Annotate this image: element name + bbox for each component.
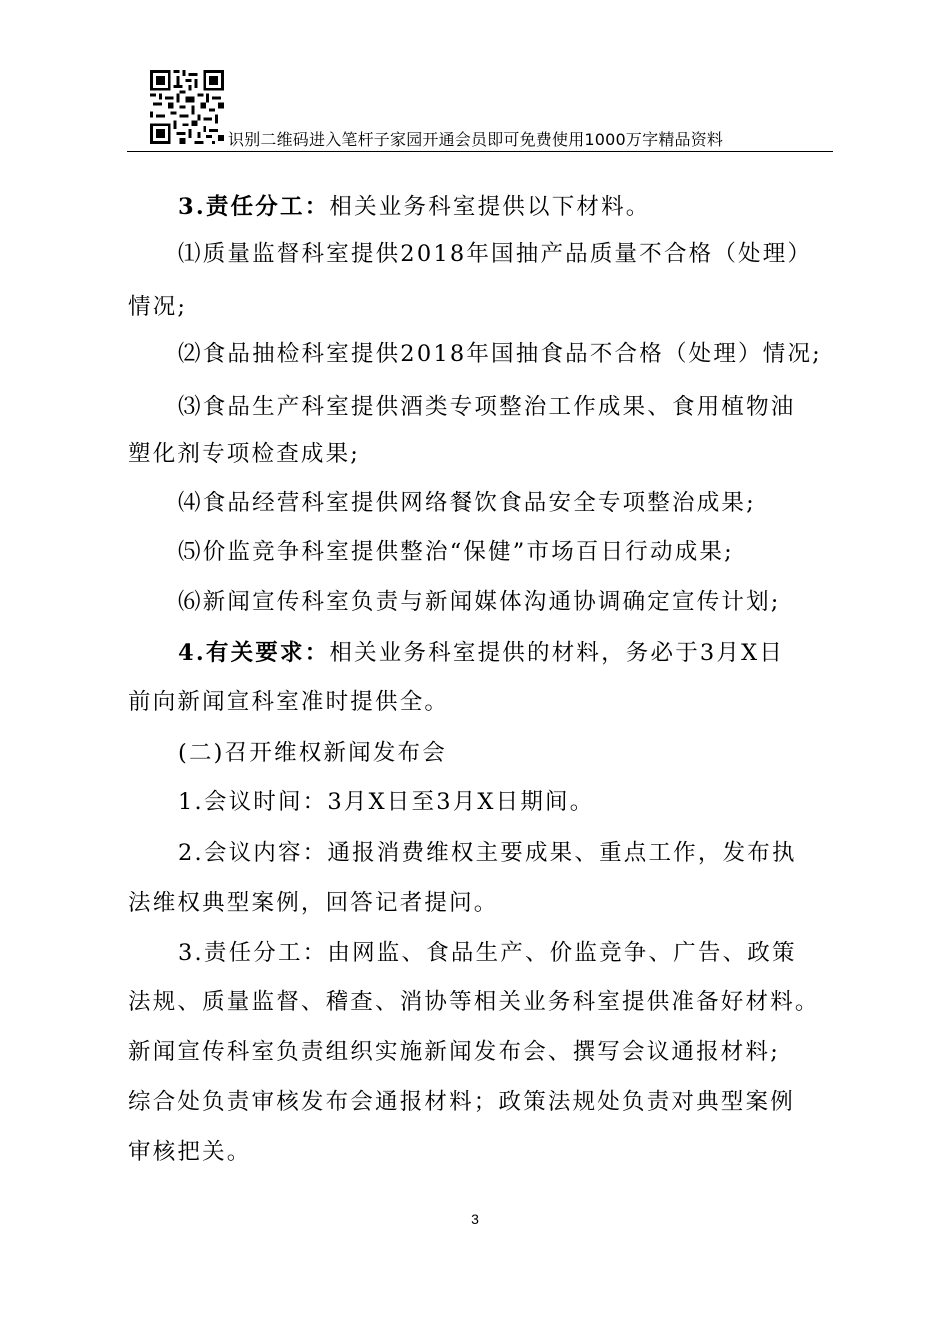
qr-code-icon	[150, 70, 224, 144]
heading-responsibility: 3.责任分工：	[178, 194, 330, 220]
list-item-2: ⑵食品抽检科室提供2018年国抽食品不合格（处理）情况;	[178, 341, 822, 367]
paragraph-responsibility	[178, 192, 651, 222]
paragraph-requirements-cont: 前向新闻宣科室准时提供全。	[128, 689, 450, 715]
header-divider	[127, 151, 833, 152]
meeting-time: 1.会议时间：3月X日至3月X日期间。	[178, 789, 595, 815]
section-heading-press-conference: (二)召开维权新闻发布会	[178, 740, 447, 766]
list-item-3-cont: 塑化剂专项检查成果;	[128, 441, 361, 467]
list-item-6: ⑹新闻宣传科室负责与新闻媒体沟通协调确定宣传计划;	[178, 589, 781, 615]
paragraph-requirements	[178, 638, 784, 668]
header-banner-text: 识别二维码进入笔杆子家园开通会员即可免费使用1000万字精品资料	[228, 130, 724, 149]
list-item-3: ⑶食品生产科室提供酒类专项整治工作成果、食用植物油	[178, 394, 796, 420]
list-item-4: ⑷食品经营科室提供网络餐饮食品安全专项整治成果;	[178, 490, 756, 516]
paragraph-text: 相关业务科室提供以下材料。	[329, 194, 651, 220]
page-number: 3	[471, 1211, 479, 1227]
meeting-responsibility-cont-2: 新闻宣传科室负责组织实施新闻发布会、撰写会议通报材料;	[128, 1039, 780, 1065]
list-item-1: ⑴质量监督科室提供2018年国抽产品质量不合格（处理）	[178, 241, 813, 267]
meeting-responsibility-cont-4: 审核把关。	[128, 1139, 252, 1165]
meeting-content: 2.会议内容：通报消费维权主要成果、重点工作，发布执	[178, 840, 797, 866]
paragraph-text: 相关业务科室提供的材料，务必于3月X日	[329, 640, 785, 666]
list-item-1-cont: 情况;	[128, 294, 188, 320]
meeting-content-cont: 法维权典型案例，回答记者提问。	[128, 890, 499, 916]
meeting-responsibility-cont-3: 综合处负责审核发布会通报材料；政策法规处负责对典型案例	[128, 1089, 795, 1115]
heading-requirements: 4.有关要求：	[178, 640, 330, 666]
list-item-5: ⑸价监竞争科室提供整治“保健”市场百日行动成果;	[178, 539, 734, 565]
meeting-responsibility: 3.责任分工：由网监、食品生产、价监竞争、广告、政策	[178, 940, 797, 966]
meeting-responsibility-cont-1: 法规、质量监督、稽查、消协等相关业务科室提供准备好材料。	[128, 989, 820, 1015]
